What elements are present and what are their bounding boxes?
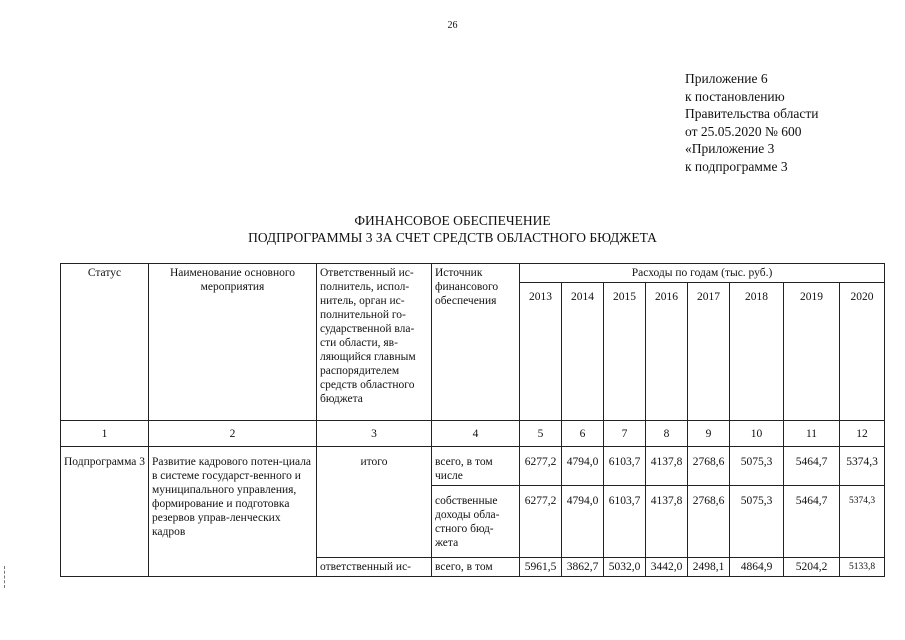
value-cell: 5032,0 — [604, 558, 646, 577]
value-cell: 6103,7 — [604, 447, 646, 486]
value-cell: 3442,0 — [646, 558, 688, 577]
header-row — [61, 264, 885, 283]
appendix-reference — [685, 70, 818, 175]
header-name: Наименование основного мероприятия — [149, 264, 317, 421]
value-cell: 2768,6 — [688, 486, 730, 558]
header-year: 2014 — [562, 283, 604, 421]
title-line-1: ФИНАНСОВОЕ ОБЕСПЕЧЕНИЕ — [354, 213, 551, 228]
value-cell: 2498,1 — [688, 558, 730, 577]
header-year: 2013 — [520, 283, 562, 421]
value-cell: 3862,7 — [562, 558, 604, 577]
title-line-2: ПОДПРОГРАММЫ 3 ЗА СЧЕТ СРЕДСТВ ОБЛАСТНОГО БЮДЖЕТА — [248, 230, 657, 245]
value-cell: 4864,9 — [730, 558, 784, 577]
column-number: 8 — [646, 421, 688, 447]
value-cell: 5204,2 — [784, 558, 840, 577]
source-cell: всего, в том — [432, 558, 520, 577]
appendix-line: от 25.05.2020 № 600 — [685, 123, 802, 139]
value-cell: 4794,0 — [562, 486, 604, 558]
document-title — [0, 212, 905, 246]
table-row — [61, 447, 885, 486]
column-number: 7 — [604, 421, 646, 447]
column-number: 2 — [149, 421, 317, 447]
value-cell: 6277,2 — [520, 447, 562, 486]
header-year: 2018 — [730, 283, 784, 421]
column-number: 1 — [61, 421, 149, 447]
header-expenses: Расходы по годам (тыс. руб.) — [520, 264, 885, 283]
source-cell: собственные доходы обла-стного бюд-жета — [432, 486, 520, 558]
appendix-line: к постановлению — [685, 88, 785, 104]
appendix-line: «Приложение 3 — [685, 141, 775, 156]
value-cell: 6103,7 — [604, 486, 646, 558]
source-cell: всего, в том числе — [432, 447, 520, 486]
column-number: 10 — [730, 421, 784, 447]
header-status: Статус — [61, 264, 149, 421]
value-cell: 4794,0 — [562, 447, 604, 486]
header-year: 2019 — [784, 283, 840, 421]
header-responsible: Ответственный ис-полнитель, испол-нитель, орган ис-полнительной го-сударственной вла-сти области, яв-ляющийся главным распорядителем средств областного бюджета — [317, 264, 432, 421]
value-cell: 5133,8 — [840, 558, 885, 577]
column-number: 9 — [688, 421, 730, 447]
appendix-line: Правительства области — [685, 106, 819, 121]
column-number: 6 — [562, 421, 604, 447]
header-year: 2016 — [646, 283, 688, 421]
value-cell: 2768,6 — [688, 447, 730, 486]
value-cell: 5075,3 — [730, 486, 784, 558]
financing-table — [60, 263, 885, 577]
column-number: 5 — [520, 421, 562, 447]
column-number: 11 — [784, 421, 840, 447]
value-cell: 4137,8 — [646, 486, 688, 558]
activity-name-cell: Развитие кадрового потен-циала в системе государст-венного и муниципального управления, формирование и подготовка резервов управ-ленческих кадров — [149, 447, 317, 577]
scan-edge-marks — [4, 566, 7, 588]
responsible-cell: ответственный ис- — [317, 558, 432, 577]
value-cell: 5374,3 — [840, 447, 885, 486]
page-number: 26 — [447, 20, 458, 31]
column-numbers-row — [61, 421, 885, 447]
column-number: 4 — [432, 421, 520, 447]
value-cell: 5464,7 — [784, 447, 840, 486]
value-cell: 5464,7 — [784, 486, 840, 558]
header-year: 2020 — [840, 283, 885, 421]
responsible-cell: итого — [317, 447, 432, 558]
value-cell: 5075,3 — [730, 447, 784, 486]
column-number: 12 — [840, 421, 885, 447]
value-cell: 5374,3 — [840, 486, 885, 558]
value-cell: 4137,8 — [646, 447, 688, 486]
column-number: 3 — [317, 421, 432, 447]
status-cell: Подпрограмма 3 — [61, 447, 149, 577]
value-cell: 6277,2 — [520, 486, 562, 558]
header-year: 2017 — [688, 283, 730, 421]
appendix-line: Приложение 6 — [685, 71, 768, 86]
value-cell: 5961,5 — [520, 558, 562, 577]
appendix-line: к подпрограмме 3 — [685, 158, 788, 174]
header-source: Источник финансового обеспечения — [432, 264, 520, 421]
header-year: 2015 — [604, 283, 646, 421]
